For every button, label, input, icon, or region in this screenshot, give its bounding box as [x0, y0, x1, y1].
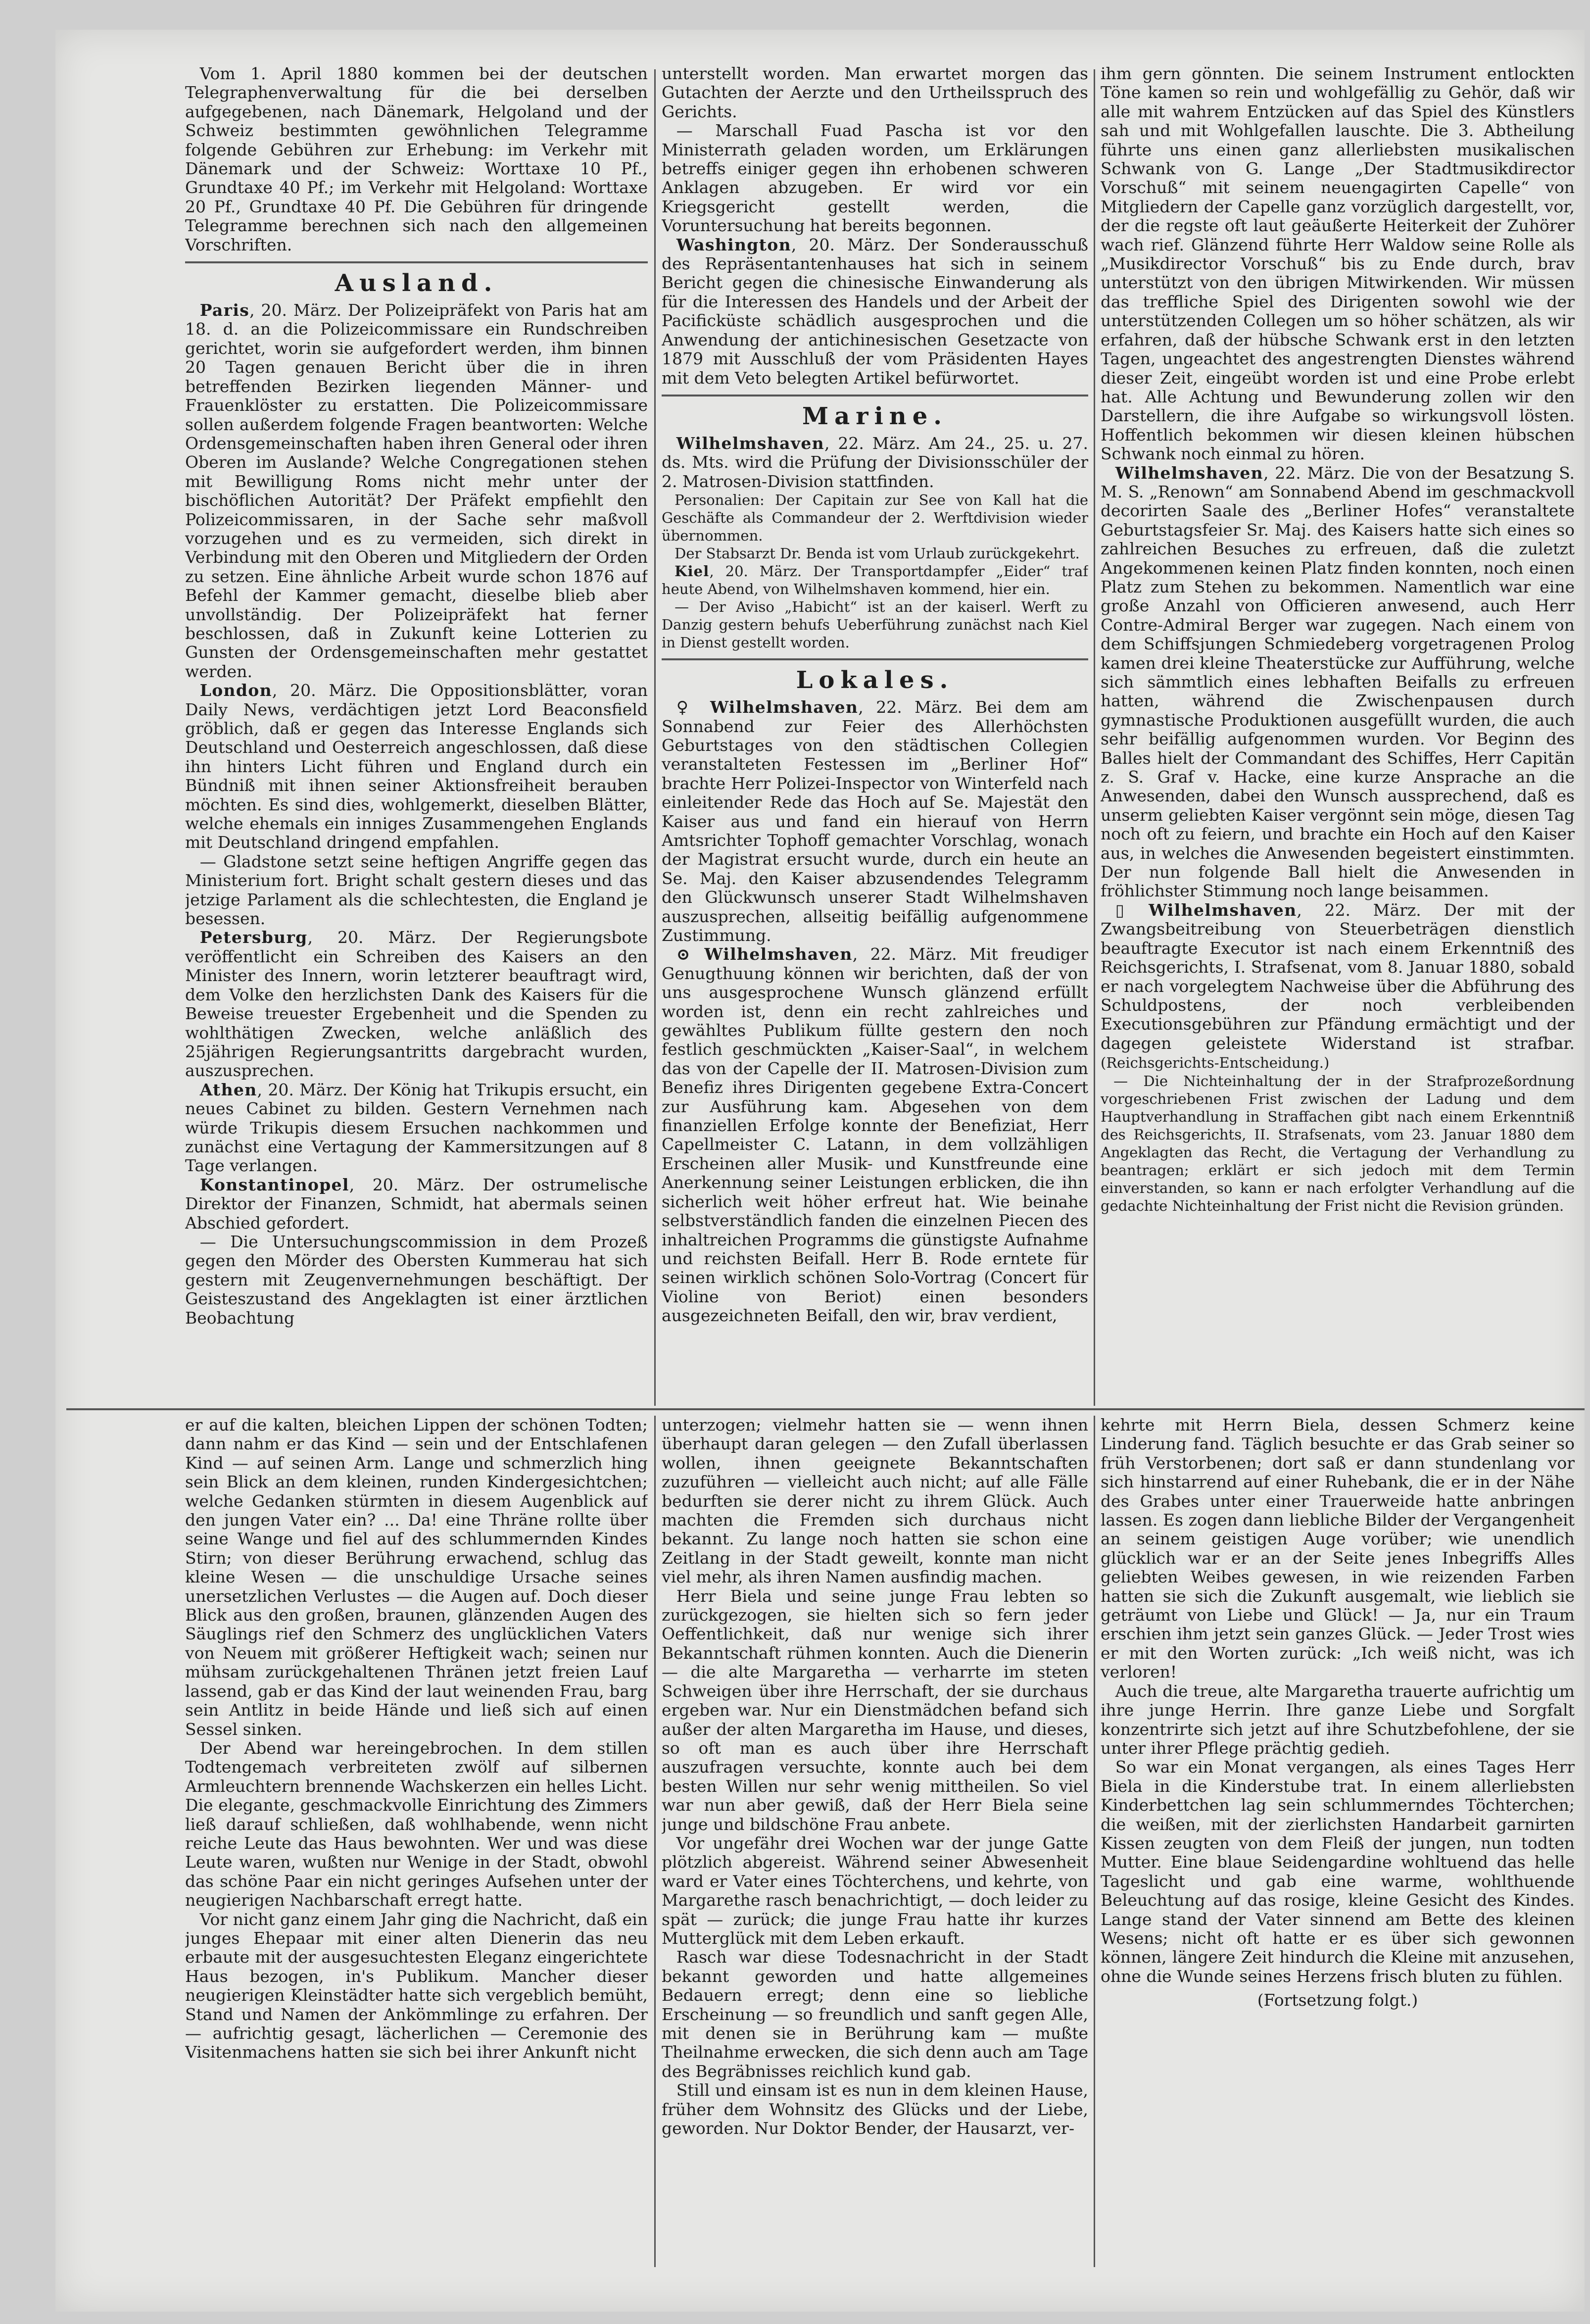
dateline-place: London: [199, 681, 272, 700]
news-column-2: [662, 64, 1088, 1401]
feuilleton-column-1: [185, 1416, 648, 2267]
story-paragraph: So war ein Monat vergangen, als eines Tages Herr Biela in die Kinderstube trat. In einem allerliebsten Kinderbettchen lag sein schlummerndes Töchterchen; die weißen, mit der zierlichsten Handarbeit garnirten Kissen zeugten von dem Fleiß der jungen, nun todten Mutter. Eine blaue Seidengardine wohltuend das helle Tageslicht und gab eine warme, wohlthuende Beleuchtung auf das rosige, kleine Gesicht des Kindes. Lange stand der Vater sinnend am Bette des kleinen Wesens; nicht oft hatte er es über sich gewonnen können, längere Zeit hindurch die Kleine mit anzusehen, ohne die Wunde seines Herzens frisch bluten zu fühlen.: [1101, 1757, 1575, 1986]
dateline-place: Petersburg: [199, 928, 308, 947]
dateline-place: ▯ Wilhelmshaven: [1115, 900, 1297, 920]
article-reichsgericht: ▯ Wilhelmshaven, 22. März. Der mit der Zwangsbeitreibung von Steuerbeträgen dienstlich beauftragte Executor ist nach einem Erkenntniß des Reichsgerichts, I. Strafsenat, vom 8. Januar 1880, sobald er nach vorgelegtem Nachweise über die Abführung des Schuldpostens, der noch verbleibenden Executionsgebühren zur Pfändung ermächtigt und der dagegen geleistete Widerstand ist strafbar. (Reichsgerichts-Entscheidung.): [1101, 900, 1575, 1072]
article-continuation: unterstellt worden. Man erwartet morgen das Gutachten der Aerzte und den Urtheilsspruch des Gerichts.: [662, 64, 1088, 121]
section-heading-ausland: Ausland.: [335, 269, 498, 297]
article-personalien: Personalien: Der Capitain zur See von Kall hat die Geschäfte als Commandeur der 2. Werftdivision wieder übernommen.: [662, 492, 1088, 544]
dateline-place: Paris: [199, 300, 250, 320]
article-paris: Paris, 20. März. Der Polizeipräfekt von Paris hat am 18. d. an die Polizeicommissare ein Rundschreiben gerichtet, worin sie aufgefordert werden, ihm binnen 20 Tagen genauen Bericht über die in ihren betreffenden Bezirken liegenden Männer- und Frauenklöster zu erstatten. Die Polizeicommissare sollen außerdem folgende Fragen beantworten: Welche Ordensgemeinschaften haben ihren General oder ihren Oberen im Auslande? Welche Congregationen stehen mit Bewilligung Roms nicht mehr unter der bischöflichen Autorität? Der Präfekt empfiehlt den Polizeicommissaren, in der Sache sehr maßvoll vorzugehen und es zu vermeiden, sich direkt in Verbindung mit den Oberen und Mitgliedern der Orden zu setzen. Eine ähnliche Arbeit wurde schon 1876 auf Befehl der Kammer gemacht, dieselbe blieb aber unvollständig. Der Polizeipräfekt hat ferner beschlossen, daß in Zukunft keine Lotterien zu Gunsten der Ordensgemeinschaften mehr gestattet werden.: [185, 300, 648, 681]
article-concert-continuation: ihm gern gönnten. Die seinem Instrument entlockten Töne kamen so rein und wohlgefällig zu Gehör, daß wir alle mit wahrem Entzücken auf das Spiel des Künstlers sah und mit Wohlgefallen lauschte. Die 3. Abtheilung führte uns einen ganz allerliebsten musikalischen Schwank von G. Lange „Der Stadtmusikdirector Vorschuß“ mit seinem neuengagirten Capelle“ von Mitgliedern der Capelle ganz vorzüglich dargestellt, vor, der die regste oft laut geäußerte Heiterkeit der Zuhörer wach rief. Glänzend führte Herr Waldow seine Rolle als „Musikdirector Vorschuß“ bis zu Ende durch, brav unterstützt von den übrigen Mitwirkenden. Wir müssen das treffliche Spiel des Dirigenten sowohl wie der unterstützenden Collegen um so höher schätzen, als wir erfahren, daß der hübsche Schwank erst in den letzten Tagen, ungeachtet des angestrengten Dienstes während dieser Zeit, eingeübt worden ist und eine Probe erlebt hat. Alle Achtung und Bewunderung zollen wir den Darstellern, die ihre Aufgabe so wirkungsvoll lösten. Hoffentlich bekommen wir diesen kleinen hübschen Schwank noch einmal zu hören.: [1101, 64, 1575, 464]
column-rule: [1094, 1416, 1095, 2267]
feuilleton-column-2: [662, 1416, 1088, 2267]
article-fuad: — Marschall Fuad Pascha ist vor den Ministerrath geladen worden, um Erklärungen betreffs einiger gegen ihn erhobenen schweren Anklagen abzugeben. Er wird vor ein Kriegsgericht gestellt werden, die Voruntersuchung hat bereits begonnen.: [662, 121, 1088, 236]
section-rule: [662, 658, 1088, 660]
article-athen: Athen, 20. März. Der König hat Trikupis ersucht, ein neues Cabinet zu bilden. Gestern Vernehmen nach würde Trikupis diesem Ersuchen nachkommen und zunächst eine Vertagung der Kammersitzungen auf 8 Tage verlangen.: [185, 1080, 648, 1176]
dateline-place: ♀ Wilhelmshaven: [676, 697, 859, 717]
article-aviso: — Der Aviso „Habicht“ ist an der kaiserl. Werft zu Danzig gestern behufs Ueberführung zunächst nach Kiel in Dienst gestellt worden.: [662, 598, 1088, 651]
to-be-continued: (Fortsetzung folgt.): [1257, 1990, 1418, 2010]
story-paragraph: Herr Biela und seine junge Frau lebten so zurückgezogen, sie hielten sich so fern jeder Oeffentlichkeit, daß nur wenige sich ihrer Bekanntschaft rühmen konnten. Auch die Dienerin — die alte Margaretha — verharrte im steten Schweigen über ihre Herrschaft, der sie durchaus ergeben war. Nur ein Dienstmädchen befand sich außer der alten Margaretha im Hause, und dieses, so oft man es auch über ihre Herrschaft auszufragen versuchte, konnte auch bei dem besten Willen nur sehr wenig mittheilen. So viel war nun aber gewiß, daß der Herr Biela seine junge und bildschöne Frau anbete.: [662, 1586, 1088, 1834]
article-kiel: Kiel, 20. März. Der Transportdampfer „Eider“ traf heute Abend, von Wilhelmshaven kommend, hier ein.: [662, 563, 1088, 598]
dateline-place: Konstantinopel: [199, 1175, 349, 1194]
article-petersburg: Petersburg, 20. März. Der Regierungsbote veröffentlicht ein Schreiben des Kaisers an den Minister des Innern, worin letzterer beauftragt wird, dem Volke den herzlichsten Dank des Kaisers für die Beweise treuester Ergebenheit und die Spenden zu wohlthätigen Zwecken, welche anläßlich des 25jährigen Regierungsantritts dargebracht wurden, auszusprechen.: [185, 928, 648, 1081]
newspaper-page: [55, 30, 1585, 2312]
story-paragraph: kehrte mit Herrn Biela, dessen Schmerz keine Linderung fand. Täglich besuchte er das Grab seiner so früh Verstorbenen; dort saß er dann stundenlang vor sich hinstarrend auf einer Ruhebank, die er in der Nähe des Grabes unter einer Trauerweide hatte anbringen lassen. Es zogen dann liebliche Bilder der Vergangenheit an seinem geistigen Auge vorüber; wie unendlich glücklich war er an der Seite jenes Inbegriffs Alles geliebten Weibes gewesen, in wie reizenden Farben hatten sie sich die Zukunft ausgemalt, wie lieblich sie geträumt von Liebe und Glück! — Ja, nur ein Traum erschien ihm jetzt sein ganzes Glück. — Jeder Trost wies er mit den Worten zurück: „Ich weiß nicht, was ich verloren!: [1101, 1416, 1575, 1682]
article-washington: Washington, 20. März. Der Sonderausschuß des Repräsentantenhauses hat sich in seinem Bericht gegen die chinesische Einwanderung als für die Interessen des Handels und der Arbeit der Pacificküste schädlich ausgesprochen und die Anwendung der antichinesischen Gesetzacte von 1879 mit Ausschluß der vom Präsidenten Hayes mit dem Veto belegten Artikel befürwortet.: [662, 235, 1088, 388]
telegraph-notice: Vom 1. April 1880 kommen bei der deutschen Telegraphenverwaltung für die bei derselben aufgegebenen, nach Dänemark, Helgoland und der Schweiz bestimmten gewöhnlichen Telegramme folgende Gebühren zur Erhebung: im Verkehr mit Dänemark und der Schweiz: Worttaxe 10 Pf., Grundtaxe 40 Pf.; im Verkehr mit Helgoland: Worttaxe 20 Pf., Grundtaxe 40 Pf. Die Gebühren für dringende Telegramme berechnen sich nach den allgemeinen Vorschriften.: [185, 64, 648, 254]
dateline-place: Kiel: [675, 563, 710, 580]
section-rule: [185, 261, 648, 263]
article-concert: ⊙ Wilhelmshaven, 22. März. Mit freudiger Genugthuung können wir berichten, daß der von uns ausgesprochene Wunsch glänzend erfüllt worden ist, denn ein recht zahlreiches und gewähltes Publikum füllte gestern den noch festlich geschmückten „Kaiser-Saal“, in welchem das von der Capelle der II. Matrosen-Division zum Benefiz ihres Dirigenten gegebene Extra-Concert zur Ausführung kam. Abgesehen von dem finanziellen Erfolge konnte der Benefiziat, Herr Capellmeister C. Latann, in dem vollzähligen Erscheinen aller Musik- und Kunstfreunde eine Anerkennung seiner Leistungen erblicken, die ihn sicherlich weit höher erfreut hat. Wie beinahe selbstverständlich fanden die einzelnen Piecen des inhaltreichen Programms die günstigste Aufnahme und reichsten Beifall. Herr B. Rode erntete für seinen wirklich schönen Solo-Vortrag (Concert für Violine von Beriot) einen besonders ausgezeichneten Beifall, den wir, brav verdient,: [662, 944, 1088, 1326]
article-konstantinopel: Konstantinopel, 20. März. Der ostrumelische Direktor der Finanzen, Schmidt, hat abermals seinen Abschied gefordert.: [185, 1175, 648, 1233]
dateline-place: Washington: [676, 235, 791, 254]
dateline-place: Wilhelmshaven: [1115, 463, 1263, 483]
story-paragraph: Rasch war diese Todesnachricht in der Stadt bekannt geworden und hatte allgemeines Bedauern erregt; denn eine so liebliche Erscheinung — so freundlich und sanft gegen Alle, mit denen sie in Berührung kam — mußte Theilnahme erwecken, die sich denn auch am Tage des Begräbnisses reichlich kund gab.: [662, 1947, 1088, 2081]
feuilleton-rule: [66, 1408, 1585, 1410]
story-paragraph: er auf die kalten, bleichen Lippen der schönen Todten; dann nahm er das Kind — sein und der Entschlafenen Kind — auf seinen Arm. Lange und schmerzlich hing sein Blick an dem kleinen, runden Kindergesichtchen; welche Gedanken stürmten in diesem Augenblick auf den jungen Vater ein? ... Da! eine Thräne rollte über seine Wange und fiel auf des schlummernden Kindes Stirn; von dieser Berührung erwachend, schlug das kleine Wesen — die unschuldige Ursache seines unersetzlichen Verlustes — die Augen auf. Doch dieser Blick aus den großen, braunen, glänzenden Augen des Säuglings rief den Schmerz des unglücklichen Vaters von Neuem mit größerer Heftigkeit wach; seinen nur mühsam zurückgehaltenen Thränen jetzt freien Lauf lassend, gab er das Kind der laut weinenden Frau, barg sein Antlitz in beide Hände und ließ sich auf einen Sessel sinken.: [185, 1416, 648, 1739]
dateline-place: Wilhelmshaven: [676, 433, 824, 453]
story-paragraph: Still und einsam ist es nun in dem kleinen Hause, früher dem Wohnsitz des Glücks und der Liebe, geworden. Nur Doktor Bender, der Hausarzt, ver-: [662, 2080, 1088, 2138]
feuilleton-column-3: [1101, 1416, 1575, 2267]
story-paragraph: Vor nicht ganz einem Jahr ging die Nachricht, daß ein junges Ehepaar mit einer alten Dienerin das neu erbaute mit der ausgesuchtesten Eleganz eingerichtete Haus bezogen, in's Publikum. Mancher dieser neugierigen Kleinstädter hatte sich vergeblich bemüht, Stand und Namen der Ankömmlinge zu erfahren. Der — aufrichtig gesagt, lächerlichen — Ceremonie des Visitenmachens hatten sie sich bei ihrer Ankunft nicht: [185, 1909, 648, 2062]
article-untersuchung: — Die Untersuchungscommission in dem Prozeß gegen den Mörder des Obersten Kummerau hat sich gestern mit Zeugenvernehmungen beschäftigt. Der Geisteszustand des Angeklagten ist einer ärztlichen Beobachtung: [185, 1232, 648, 1328]
article-festessen: ♀ Wilhelmshaven, 22. März. Bei dem am Sonnabend zur Feier des Allerhöchsten Geburtstages von den städtischen Collegien veranstalteten Festessen im „Berliner Hof“ brachte Herr Polizei-Inspector von Winterfeld nach einleitender Rede das Hoch auf Se. Majestät den Kaiser aus und fand ein hierauf von Herrn Amtsrichter Tophoff gemachter Vorschlag, wonach der Magistrat ersucht wurde, durch ein heute an Se. Maj. den Kaiser abzusendendes Telegramm den Glückwunsch unserer Stadt Wilhelmshaven auszusprechen, allseitig beifällig aufgenommene Zustimmung.: [662, 697, 1088, 945]
article-stabsarzt: Der Stabsarzt Dr. Benda ist vom Urlaub zurückgekehrt.: [675, 545, 1080, 562]
article-london: London, 20. März. Die Oppositionsblätter, voran Daily News, verdächtigen jetzt Lord Beaconsfield gröblich, daß er gegen das Interesse Englands sich Deutschland und Oesterreich angeschlossen, daß diese ihn hinters Licht führen und England durch ein Bündniß mit ihnen seiner Aktionsfreiheit berauben möchten. Es sind dies, wohlgemerkt, dieselben Blätter, welche ehemals ein inniges Zusammengehen Englands mit Deutschland dringend empfahlen.: [185, 681, 648, 852]
article-wilhelmshaven-marine: Wilhelmshaven, 22. März. Am 24., 25. u. 27. ds. Mts. wird die Prüfung der Divisionsschüler der 2. Matrosen-Division stattfinden.: [662, 433, 1088, 491]
story-paragraph: Auch die treue, alte Margaretha trauerte aufrichtig um ihre junge Herrin. Ihre ganze Liebe und Sorgfalt konzentrirte sich jetzt auf ihre Schutzbefohlene, der sie unter ihrer Pflege prächtig gedieh.: [1101, 1681, 1575, 1758]
dateline-tag: (Reichsgerichts-Entscheidung.): [1101, 1054, 1330, 1072]
section-rule: [662, 395, 1088, 396]
section-heading-marine: Marine.: [802, 402, 948, 430]
story-paragraph: unterzogen; vielmehr hatten sie — wenn ihnen überhaupt daran gelegen — den Zufall überlassen wollen, ihnen geeignete Bekanntschaften zuzuführen — vielleicht auch nicht; auf alle Fälle bedurften sie derer nicht zu ihrem Glück. Auch machten die Fremden sich durchaus nicht bekannt. Zu lange noch hatten sie schon eine Zeitlang in der Stadt geweilt, konnte man nicht viel mehr, als ihren Namen ausfindig machen.: [662, 1416, 1088, 1587]
article-nichteinhaltung: — Die Nichteinhaltung der in der Strafprozeßordnung vorgeschriebenen Frist zwischen der Ladung und dem Hauptverhandlung in Straffachen gibt nach einem Erkenntniß des Reichsgerichts, II. Strafsenats, vom 23. Januar 1880 dem Angeklagten das Recht, die Vertagung der Verhandlung zu beantragen; erklärt er sich jedoch mit dem Termin einverstanden, so kann er nach erfolgter Verhandlung auf die gedachte Nichteinhaltung der Frist nicht die Revision gründen.: [1101, 1072, 1575, 1214]
section-heading-lokales: Lokales.: [796, 666, 954, 694]
story-paragraph: Der Abend war hereingebrochen. In dem stillen Todtengemach verbreiteten zwölf auf silbernen Armleuchtern brennende Wachskerzen ein helles Licht. Die elegante, geschmackvolle Einrichtung des Zimmers ließ darauf schließen, daß wohlhabende, wenn nicht reiche Leute das Haus bewohnten. Wer und was diese Leute waren, wußten nur Wenige in der Stadt, obwohl das schöne Paar ein nicht geringes Aufsehen unter der neugierigen Nachbarschaft erregt hatte.: [185, 1738, 648, 1910]
article-gladstone: — Gladstone setzt seine heftigen Angriffe gegen das Ministerium fort. Bright schalt gestern dieses und das jetzige Parlament als die schlechtesten, die England je besessen.: [185, 851, 648, 929]
article-renown-feier: Wilhelmshaven, 22. März. Die von der Besatzung S. M. S. „Renown“ am Sonnabend Abend im geschmackvoll decorirten Saale des „Berliner Hofes“ veranstaltete Geburtstagsfeier Sr. Maj. des Kaisers hatte sich eines so zahlreichen Besuches zu erfreuen, daß die zuletzt Angekommenen keinen Platz finden konnten, noch einen Platz zum Stehen zu bekommen. Namentlich war eine große Anzahl von Officieren anwesend, auch Herr Contre-Admiral Berger war zugegen. Nach einem von dem Schiffsjungen Schmiedeberg vorgetragenen Prolog kamen drei kleine Theaterstücke zur Aufführung, welche sich sämmtlich eines lebhaften Beifalls zu erfreuen hatten, während die Zwischenpausen durch gymnastische Produktionen ausgefüllt wurden, die auch sehr beifällig aufgenommen wurden. Vor Beginn des Balles hielt der Commandant des Schiffes, Herr Capitän z. S. Graf v. Hacke, eine kurze Ansprache an die Anwesenden, dabei den Wunsch aussprechend, daß es unserm geliebten Kaiser vergönnt sein möge, diesen Tag noch oft zu feiern, und brachte ein Hoch auf den Kaiser aus, in welches die Anwesenden begeistert einstimmten. Der nun folgende Ball hielt die Anwesenden in fröhlichster Stimmung noch lange beisammen.: [1101, 463, 1575, 901]
story-paragraph: Vor ungefähr drei Wochen war der junge Gatte plötzlich abgereist. Während seiner Abwesenheit ward er Vater eines Töchterchens, und kehrte, von Margarethe rasch benachrichtigt, — doch leider zu spät — zurück; die junge Frau hatte ihr kurzes Mutterglück mit dem Leben erkauft.: [662, 1833, 1088, 1948]
news-column-1: [185, 64, 648, 1401]
column-rule: [1094, 69, 1095, 1406]
column-rule: [654, 1416, 656, 2267]
dateline-place: Athen: [199, 1080, 257, 1099]
news-column-3: [1101, 64, 1575, 1401]
dateline-place: ⊙ Wilhelmshaven: [676, 944, 853, 964]
column-rule: [654, 69, 656, 1406]
